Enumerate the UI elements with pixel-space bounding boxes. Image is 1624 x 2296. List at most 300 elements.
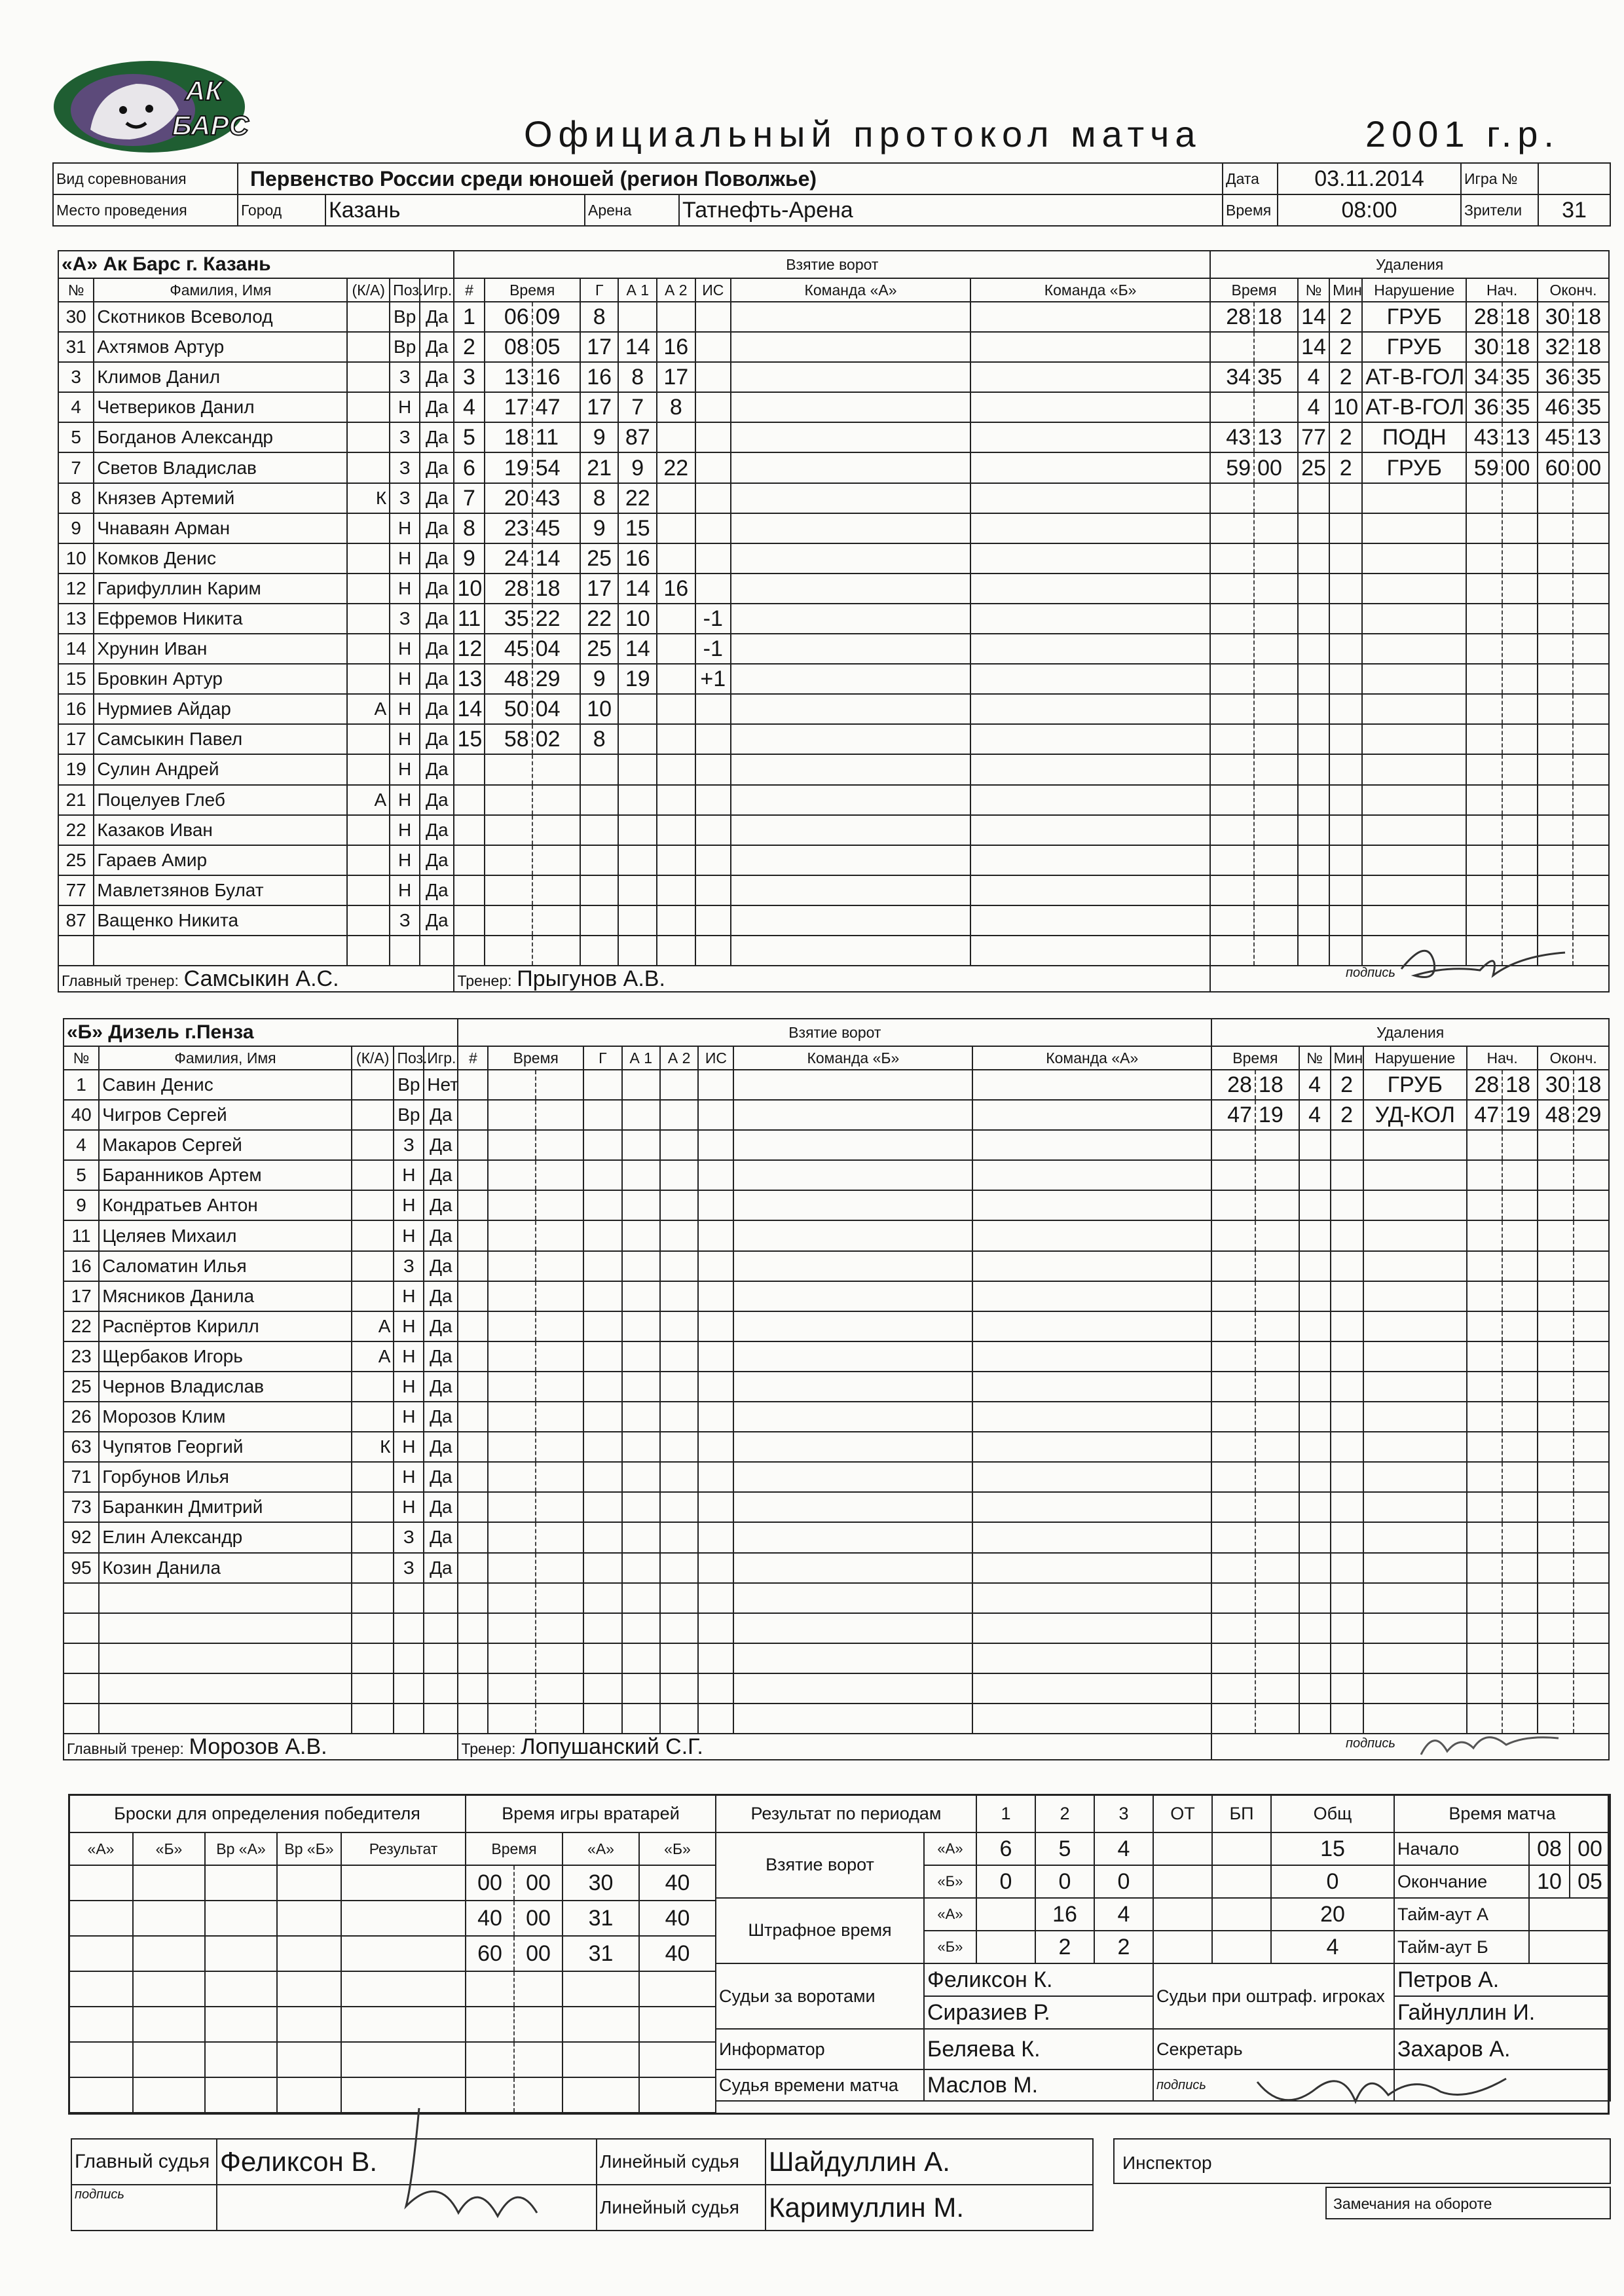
goal-scorer: 17	[580, 574, 619, 604]
penalty-second	[1255, 1251, 1299, 1281]
goal-assist-2	[657, 664, 695, 694]
goal-assist-2	[657, 875, 695, 905]
penalty-end-min	[1538, 1372, 1573, 1402]
player-number: 4	[58, 392, 94, 422]
penalty-minutes	[1331, 1402, 1363, 1432]
goal-second	[536, 1341, 583, 1372]
player-name	[94, 936, 347, 966]
penalty-end-min	[1538, 604, 1573, 634]
penalty-player	[1299, 1281, 1331, 1311]
shootout-cell	[133, 2042, 205, 2077]
player-pos: З	[390, 422, 420, 452]
goal-situation	[695, 785, 731, 815]
goal-assist-1	[618, 815, 657, 845]
match-time-table	[1393, 1794, 1611, 1964]
goalie-b	[639, 2042, 716, 2077]
team-a-table	[58, 250, 1610, 993]
penalty-start-min	[1466, 513, 1502, 543]
penalty-end-sec	[1573, 664, 1609, 694]
goal-minute: 17	[485, 392, 532, 422]
goal-situation	[698, 1251, 733, 1281]
penalty-end-sec	[1574, 1251, 1609, 1281]
goalie-second: 00	[514, 1901, 563, 1936]
player-ka	[352, 1251, 394, 1281]
goal-second	[532, 815, 580, 845]
goal-second	[536, 1613, 583, 1643]
shootout-cell	[205, 2007, 277, 2042]
player-ka	[352, 1704, 394, 1734]
penalty-start-sec: 13	[1502, 422, 1538, 452]
goal-number	[458, 1341, 488, 1372]
goal-number: 12	[454, 634, 484, 664]
period-value	[1212, 1832, 1271, 1865]
penalty-start-min	[1466, 875, 1502, 905]
player-number: 92	[64, 1522, 99, 1552]
shootout-cell	[133, 2077, 205, 2113]
penalty-judge-1: Петров А.	[1394, 1963, 1610, 1996]
period-value	[1212, 1865, 1271, 1898]
col-goal-is: ИС	[695, 278, 731, 302]
penalty-player	[1299, 1130, 1331, 1160]
own-team-lines	[733, 1492, 972, 1522]
player-ka	[347, 574, 390, 604]
player-played: Да	[424, 1492, 458, 1522]
goal-assist-1	[622, 1311, 660, 1341]
goal-minute	[485, 845, 532, 875]
goal-scorer	[583, 1130, 621, 1160]
penalty-start-sec: 19	[1502, 1100, 1538, 1130]
goal-assist-2	[660, 1522, 698, 1552]
penalty-minute	[1211, 1372, 1255, 1402]
penalty-second	[1254, 694, 1298, 724]
goal-number	[458, 1311, 488, 1341]
secretary-label: Секретарь	[1153, 2029, 1394, 2069]
penalty-violation	[1362, 815, 1466, 845]
goal-assist-1: 15	[618, 513, 657, 543]
player-number: 23	[64, 1341, 99, 1372]
player-pos	[394, 1613, 424, 1643]
penalty-start-min	[1467, 1613, 1502, 1643]
goal-second	[536, 1643, 583, 1673]
goalie-b: 40	[639, 1936, 716, 1971]
penalty-start-sec: 18	[1502, 332, 1538, 362]
penalty-end-min	[1538, 815, 1573, 845]
player-number: 8	[58, 483, 94, 513]
goal-assist-1	[622, 1613, 660, 1643]
penalty-player	[1298, 754, 1329, 784]
player-pos: З	[394, 1251, 424, 1281]
goal-number: 14	[454, 694, 484, 724]
goal-number	[458, 1432, 488, 1462]
penalty-start-sec: 18	[1502, 302, 1538, 332]
col-pen-start: Нач.	[1466, 278, 1538, 302]
goal-scorer	[583, 1190, 621, 1220]
player-pos: Н	[394, 1220, 424, 1250]
penalty-start-min	[1467, 1281, 1502, 1311]
coach-value: Лопушанский С.Г.	[521, 1734, 703, 1760]
goal-judges-label: Судьи за воротами	[716, 1963, 924, 2029]
goal-minute: 45	[485, 634, 532, 664]
player-number: 21	[58, 785, 94, 815]
other-team-lines	[972, 1462, 1211, 1492]
city-value: Казань	[325, 194, 585, 226]
goal-assist-1	[618, 302, 657, 332]
col-goal-is: ИС	[698, 1046, 733, 1070]
other-team-lines	[972, 1070, 1211, 1100]
penalty-violation: ГРУБ	[1362, 332, 1466, 362]
goal-assist-1	[622, 1190, 660, 1220]
goal-assist-2	[660, 1130, 698, 1160]
goal-second: 43	[532, 483, 580, 513]
penalty-end-min: 36	[1538, 362, 1573, 392]
period-value	[1153, 1931, 1212, 1963]
goal-assist-1	[622, 1251, 660, 1281]
match-end-label: Окончание	[1394, 1865, 1529, 1898]
penalty-end-sec	[1573, 513, 1609, 543]
player-ka	[352, 1492, 394, 1522]
player-name: Баранкин Дмитрий	[99, 1492, 352, 1522]
other-team-lines	[970, 452, 1210, 483]
penalty-end-sec	[1574, 1130, 1609, 1160]
goal-situation	[698, 1281, 733, 1311]
penalty-player	[1299, 1462, 1331, 1492]
goal-assist-2	[660, 1251, 698, 1281]
penalty-start-sec: 18	[1502, 1070, 1538, 1100]
goal-minute	[488, 1492, 536, 1522]
player-pos: Н	[394, 1311, 424, 1341]
own-team-lines	[733, 1432, 972, 1462]
player-ka	[352, 1160, 394, 1190]
penalty-end-min	[1538, 1311, 1573, 1341]
penalty-minute	[1211, 1311, 1255, 1341]
penalty-start-sec	[1502, 1372, 1538, 1402]
goal-assist-1	[622, 1643, 660, 1673]
col-pos: Поз.	[390, 278, 420, 302]
goal-scorer	[583, 1311, 621, 1341]
penalty-start-min	[1467, 1251, 1502, 1281]
penalty-end-min: 30	[1538, 1070, 1573, 1100]
game-no-label: Игра №	[1461, 163, 1538, 194]
goal-assist-2: 8	[657, 392, 695, 422]
goal-second	[532, 754, 580, 784]
player-number: 95	[64, 1553, 99, 1583]
player-ka	[352, 1553, 394, 1583]
penalty-minutes: 2	[1329, 362, 1362, 392]
player-ka	[347, 392, 390, 422]
goal-minute	[488, 1522, 536, 1552]
penalty-end-sec	[1574, 1462, 1609, 1492]
goal-scorer	[580, 875, 619, 905]
shootout-cell	[277, 1971, 341, 2007]
penalty-second	[1255, 1492, 1299, 1522]
player-number: 26	[64, 1402, 99, 1432]
penalty-end-min	[1538, 875, 1573, 905]
penalty-player	[1298, 694, 1329, 724]
player-name: Чупятов Георгий	[99, 1432, 352, 1462]
penalty-violation	[1362, 724, 1466, 754]
other-team-lines	[972, 1220, 1211, 1250]
penalty-end-min	[1538, 1432, 1573, 1462]
penalty-minutes	[1331, 1130, 1363, 1160]
penalty-end-sec	[1574, 1613, 1609, 1643]
penalty-end-sec	[1573, 604, 1609, 634]
goal-minute: 48	[485, 664, 532, 694]
penalty-player	[1298, 875, 1329, 905]
col-pen-min: Мин	[1331, 1046, 1363, 1070]
penalty-minutes: 2	[1329, 302, 1362, 332]
shootout-cell	[69, 2007, 133, 2042]
penalty-start-min	[1466, 724, 1502, 754]
goalie-second: 00	[514, 1865, 563, 1901]
own-team-lines	[733, 1522, 972, 1552]
penalty-end-min	[1538, 785, 1573, 815]
player-played: Да	[424, 1341, 458, 1372]
penalty-end-sec	[1573, 634, 1609, 664]
penalty-end-min: 30	[1538, 302, 1573, 332]
other-team-lines	[970, 574, 1210, 604]
penalty-end-min	[1538, 1462, 1573, 1492]
period-value: 4	[1094, 1898, 1153, 1931]
goal-assist-2	[657, 422, 695, 452]
shootout-cell	[205, 1936, 277, 1971]
head-coach-value: Морозов А.В.	[189, 1734, 327, 1760]
player-played: Да	[424, 1522, 458, 1552]
timekeeper-value: Маслов М.	[924, 2069, 1153, 2101]
penalty-second	[1255, 1372, 1299, 1402]
penalty-minutes	[1329, 543, 1362, 574]
player-ka	[347, 332, 390, 362]
penalty-player	[1298, 483, 1329, 513]
penalty-start-min: 43	[1466, 422, 1502, 452]
shootout-col: Результат	[341, 1832, 466, 1865]
player-name: Мавлетзянов Булат	[94, 875, 347, 905]
goalie-second	[514, 1971, 563, 2007]
penalty-start-sec	[1502, 1160, 1538, 1190]
player-played: Да	[420, 754, 454, 784]
other-team-lines	[972, 1281, 1211, 1311]
shootout-cell	[69, 1936, 133, 1971]
penalty-minute	[1210, 604, 1254, 634]
own-team-lines	[731, 724, 970, 754]
player-played: Да	[420, 332, 454, 362]
goal-number	[458, 1100, 488, 1130]
shootout-cell	[277, 2042, 341, 2077]
goal-number: 3	[454, 362, 484, 392]
goal-second: 29	[532, 664, 580, 694]
penalty-violation: ГРУБ	[1362, 452, 1466, 483]
goal-assist-1	[622, 1160, 660, 1190]
goal-number	[454, 815, 484, 845]
penalty-violation	[1362, 634, 1466, 664]
player-played: Да	[424, 1402, 458, 1432]
penalty-minutes	[1329, 754, 1362, 784]
goal-minute	[488, 1673, 536, 1704]
timekeeper-label: Судья времени матча	[716, 2069, 924, 2101]
penalty-start-sec	[1502, 875, 1538, 905]
other-team-lines	[972, 1492, 1211, 1522]
penalty-end-min	[1538, 845, 1573, 875]
penalty-start-min	[1467, 1432, 1502, 1462]
goal-situation: -1	[695, 604, 731, 634]
goal-assist-2	[660, 1462, 698, 1492]
player-number	[64, 1704, 99, 1734]
goal-scorer: 21	[580, 452, 619, 483]
player-pos: Н	[394, 1281, 424, 1311]
penalty-start-sec	[1502, 724, 1538, 754]
penalty-minutes	[1331, 1643, 1363, 1673]
own-team-lines	[731, 845, 970, 875]
secretary-sign-label: подпись	[1153, 2069, 1394, 2101]
penalty-player	[1298, 634, 1329, 664]
penalty-violation	[1362, 785, 1466, 815]
goalie-second	[514, 2042, 563, 2077]
goal-assist-2	[657, 724, 695, 754]
goal-minute	[488, 1311, 536, 1341]
other-team-lines	[972, 1100, 1211, 1130]
goal-number	[458, 1673, 488, 1704]
goal-second: 45	[532, 513, 580, 543]
goal-scorer	[583, 1462, 621, 1492]
col-pen-time: Время	[1210, 278, 1298, 302]
linesman-1-value: Шайдуллин А.	[766, 2139, 1093, 2185]
goal-scorer: 10	[580, 694, 619, 724]
player-played: Да	[420, 543, 454, 574]
goal-scorer	[583, 1160, 621, 1190]
player-ka	[347, 543, 390, 574]
goal-situation	[698, 1492, 733, 1522]
own-team-lines	[731, 483, 970, 513]
own-team-lines	[731, 362, 970, 392]
shootout-cell	[205, 2042, 277, 2077]
player-number: 71	[64, 1462, 99, 1492]
goal-assist-2: 16	[657, 574, 695, 604]
penalty-start-min: 28	[1467, 1070, 1502, 1100]
player-ka	[347, 302, 390, 332]
informer-label: Информатор	[716, 2029, 924, 2069]
penalty-minutes	[1331, 1492, 1363, 1522]
goal-assist-2	[657, 543, 695, 574]
penalty-second	[1254, 483, 1298, 513]
goal-scorer: 9	[580, 422, 619, 452]
goal-assist-1	[622, 1432, 660, 1462]
chief-sign-label: подпись	[71, 2185, 217, 2231]
player-name: Скотников Всеволод	[94, 302, 347, 332]
goal-minute: 18	[485, 422, 532, 452]
player-pos	[394, 1643, 424, 1673]
goal-number: 2	[454, 332, 484, 362]
other-team-lines	[972, 1341, 1211, 1372]
goalie-col-b: «Б»	[639, 1832, 716, 1865]
shootout-cell	[205, 1901, 277, 1936]
player-played: Да	[420, 452, 454, 483]
penalty-minutes	[1331, 1160, 1363, 1190]
penalty-player	[1299, 1341, 1331, 1372]
goal-scorer	[583, 1583, 621, 1613]
shootout-cell	[69, 1901, 133, 1936]
goal-number	[454, 936, 484, 966]
penalty-start-min	[1467, 1522, 1502, 1552]
goal-situation	[698, 1341, 733, 1372]
player-played	[424, 1673, 458, 1704]
player-played: Нет	[424, 1070, 458, 1100]
own-team-lines	[731, 694, 970, 724]
player-ka	[347, 513, 390, 543]
goal-second	[532, 845, 580, 875]
player-pos: З	[394, 1522, 424, 1552]
player-name: Сулин Андрей	[94, 754, 347, 784]
player-ka: К	[347, 483, 390, 513]
own-team-lines	[731, 936, 970, 966]
goal-second: 47	[532, 392, 580, 422]
arena-label: Арена	[585, 194, 679, 226]
penalty-second	[1254, 332, 1298, 362]
col-goal-a1: А 1	[618, 278, 657, 302]
goal-assist-1	[622, 1492, 660, 1522]
goal-minute	[488, 1070, 536, 1100]
goal-situation	[695, 574, 731, 604]
penalty-player	[1298, 905, 1329, 936]
penalty-minute	[1210, 694, 1254, 724]
goal-minute: 35	[485, 604, 532, 634]
penalty-second: 35	[1254, 362, 1298, 392]
player-number: 11	[64, 1220, 99, 1250]
penalty-player: 14	[1298, 302, 1329, 332]
col-played: Игр.	[424, 1046, 458, 1070]
penalty-start-sec	[1502, 634, 1538, 664]
shootout-cell	[133, 1936, 205, 1971]
period-col: БП	[1212, 1795, 1271, 1832]
goal-assist-2	[660, 1372, 698, 1402]
player-played: Да	[420, 422, 454, 452]
player-pos: Н	[390, 634, 420, 664]
other-team-lines	[972, 1130, 1211, 1160]
penalty-start-min: 28	[1466, 302, 1502, 332]
penalty-start-sec: 35	[1502, 392, 1538, 422]
player-played: Да	[420, 302, 454, 332]
penalty-player: 25	[1298, 452, 1329, 483]
penalty-start-sec	[1502, 1190, 1538, 1220]
period-value: 6	[976, 1832, 1035, 1865]
goal-situation: +1	[695, 664, 731, 694]
other-team-lines	[970, 785, 1210, 815]
goal-assist-1: 16	[618, 543, 657, 574]
col-pen-no: №	[1298, 278, 1329, 302]
goalie-time-title: Время игры вратарей	[466, 1795, 716, 1832]
goal-minute	[488, 1251, 536, 1281]
player-number: 13	[58, 604, 94, 634]
penalty-start-sec: 35	[1502, 362, 1538, 392]
goal-minute	[488, 1220, 536, 1250]
shootout-cell	[69, 2042, 133, 2077]
goal-situation	[695, 936, 731, 966]
goal-minute	[485, 815, 532, 845]
penalty-player	[1298, 664, 1329, 694]
penalty-start-sec	[1502, 1341, 1538, 1372]
col-pen-violation: Нарушение	[1362, 278, 1466, 302]
penalty-second: 00	[1254, 452, 1298, 483]
penalty-end-sec: 35	[1573, 392, 1609, 422]
penalty-minutes	[1329, 604, 1362, 634]
goal-number	[458, 1190, 488, 1220]
penalty-end-sec	[1574, 1311, 1609, 1341]
player-name: Нурмиев Айдар	[94, 694, 347, 724]
penalty-end-min: 60	[1538, 452, 1573, 483]
player-name: Самсыкин Павел	[94, 724, 347, 754]
goal-second	[536, 1281, 583, 1311]
goalie-time-table	[465, 1794, 716, 2113]
goalie-minute	[466, 2042, 514, 2077]
penalty-start-min	[1466, 664, 1502, 694]
